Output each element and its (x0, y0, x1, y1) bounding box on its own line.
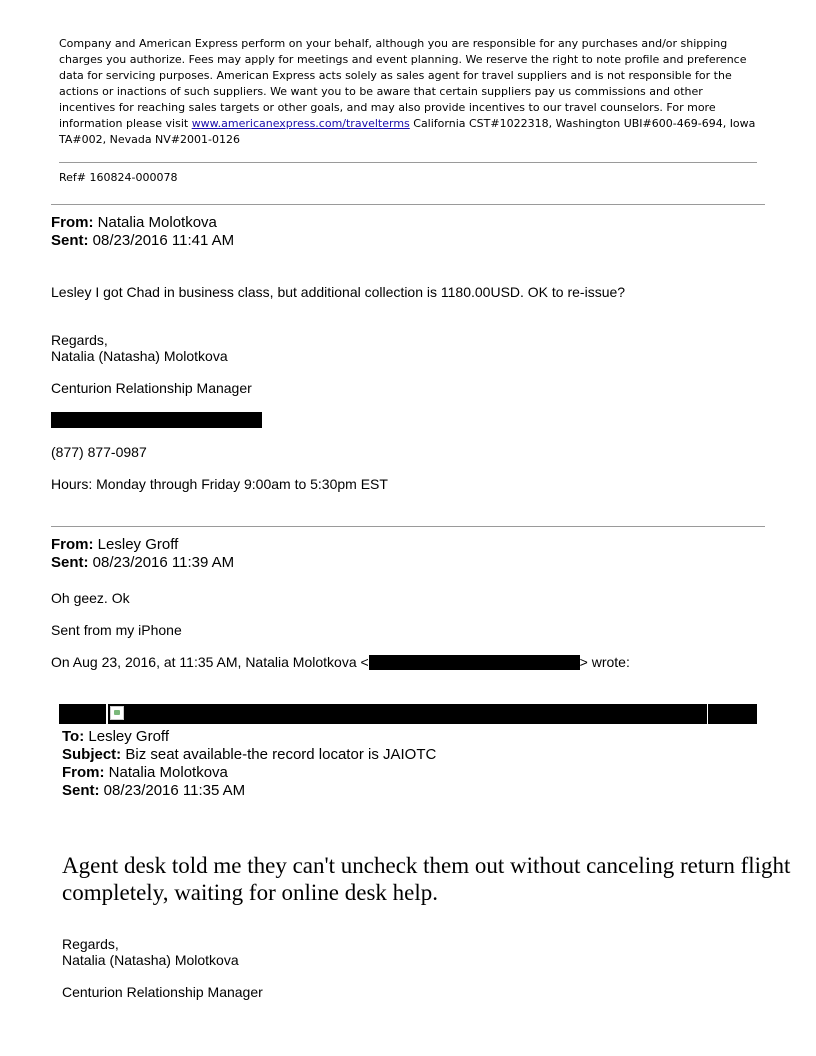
message2-from: Lesley Groff (97, 536, 179, 553)
redacted-block (51, 412, 262, 428)
redacted-email (369, 655, 580, 670)
message3-signature-name: Natalia (Natasha) Molotkova (62, 952, 239, 968)
reference-number: Ref# 160824-000078 (59, 171, 178, 184)
travelterms-link[interactable]: www.americanexpress.com/travelterms (191, 117, 410, 130)
message1-sent: 08/23/2016 11:41 AM (92, 232, 235, 249)
message3-from: Natalia Molotkova (108, 764, 228, 781)
message3-to: Lesley Groff (88, 728, 169, 745)
message3-sent: 08/23/2016 11:35 AM (103, 782, 246, 799)
to-label: To: (62, 728, 85, 745)
divider (51, 204, 765, 205)
message1-body: Lesley I got Chad in business class, but additional collection is 1180.00USD. OK to re-issue? (51, 284, 626, 300)
from-label: From: (51, 214, 94, 231)
redacted-banner (59, 704, 757, 724)
banner-separator (106, 704, 108, 724)
message3-header (62, 728, 436, 800)
message3-subject: Biz seat available-the record locator is JAIOTC (125, 746, 437, 763)
subject-label: Subject: (62, 746, 122, 763)
message1-header (51, 214, 234, 250)
from-label: From: (51, 536, 94, 553)
message2-line2: Sent from my iPhone (51, 622, 182, 638)
message3-signature-title: Centurion Relationship Manager (62, 984, 263, 1000)
sent-label: Sent: (62, 782, 100, 799)
message1-signature-name: Natalia (Natasha) Molotkova (51, 348, 228, 364)
message1-signature-title: Centurion Relationship Manager (51, 380, 252, 396)
message1-from: Natalia Molotkova (97, 214, 217, 231)
sent-label: Sent: (51, 554, 89, 571)
disclaimer-tail: California CST#1022318, Washington UBI#600-469-694, Iowa TA#002, Nevada NV#2001-0126 (59, 117, 756, 146)
disclaimer-body: Company and American Express perform on your behalf, although you are responsible for any purchases and/or shipping charges you authorize. Fees may apply for meetings and event planning. We reserve the right to note profile and preference data for servicing purposes. American Express acts solely as sales agent for travel suppliers and is not responsible for the actions or inactions of such suppliers. We want you to be aware that certain suppliers pay us commissions and other incentives for reaching sales targets or other goals, and may also provide incentives to our travel counselors. For more information please visit (59, 37, 747, 130)
broken-image-icon (110, 706, 124, 720)
divider (51, 526, 765, 527)
message3-body: Agent desk told me they can't uncheck them out without canceling return flight completely, waiting for online desk help. (62, 853, 791, 905)
sent-label: Sent: (51, 232, 89, 249)
message2-header (51, 536, 234, 572)
disclaimer-text (59, 36, 759, 148)
quote-suffix: > wrote: (579, 654, 630, 670)
message2-sent: 08/23/2016 11:39 AM (92, 554, 235, 571)
message3-regards: Regards, (62, 936, 119, 952)
message1-hours: Hours: Monday through Friday 9:00am to 5:30pm EST (51, 476, 388, 492)
message2-line1: Oh geez. Ok (51, 590, 130, 606)
message1-phone: (877) 877-0987 (51, 444, 147, 460)
from-label: From: (62, 764, 105, 781)
quote-prefix: On Aug 23, 2016, at 11:35 AM, Natalia Molotkova < (51, 654, 369, 670)
banner-separator (707, 704, 708, 724)
divider (59, 162, 757, 163)
message2-quote-line (51, 654, 630, 671)
message1-regards: Regards, (51, 332, 108, 348)
